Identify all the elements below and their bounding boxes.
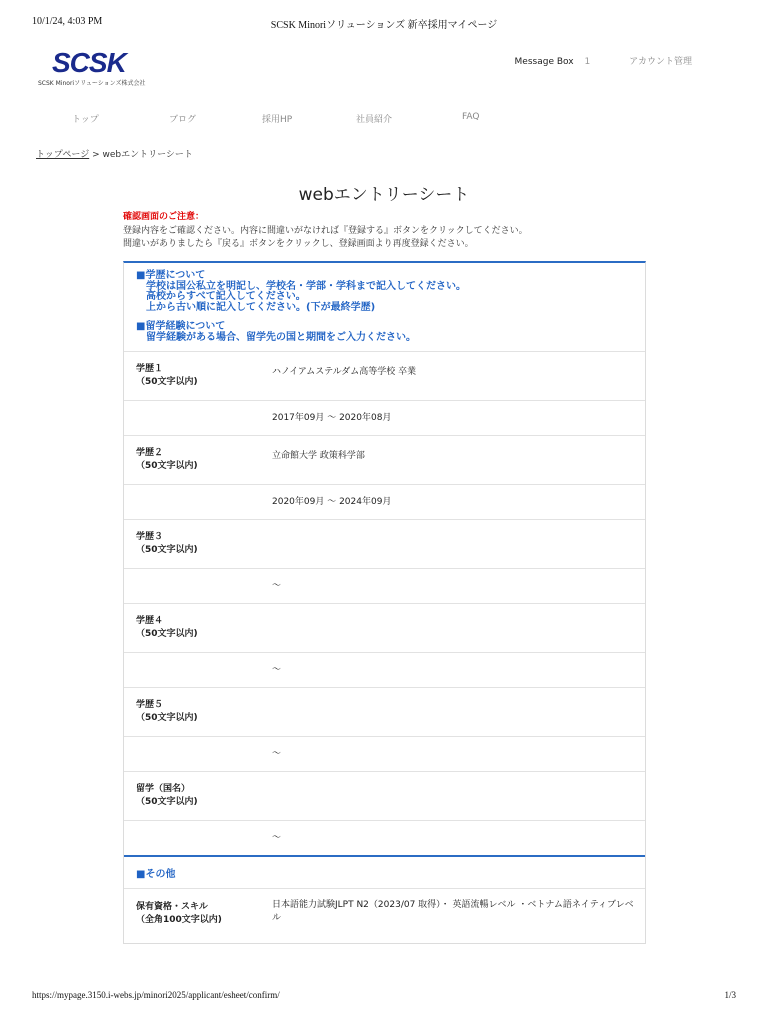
entry-sheet-form	[123, 261, 646, 944]
print-header	[32, 16, 736, 32]
skills-value: 日本語能力試験JLPT N2（2023/07 取得）・ 英語流暢レベル ・ベトナム語ネイティブレベル	[272, 900, 634, 923]
education-period-row-3	[124, 569, 645, 604]
account-management-link[interactable]: アカウント管理	[629, 57, 692, 67]
nav-item-top[interactable]: トップ	[72, 115, 99, 125]
print-url: https://mypage.3150.i-webs.jp/minori2025/applicant/esheet/confirm/	[32, 990, 280, 1000]
education-rule-2: 高校からすべて記入してください。	[136, 291, 306, 302]
education-period-4: ～	[272, 665, 282, 675]
study-abroad-period: ～	[272, 833, 282, 843]
education-row-3	[124, 520, 645, 569]
skills-label: 保有資格・スキル （全角100文字以内)	[136, 902, 222, 925]
study-abroad-row	[124, 772, 645, 821]
education-row-2	[124, 436, 645, 485]
print-datetime: 10/1/24, 4:03 PM	[32, 16, 103, 27]
education-rule-3: 上から古い順に記入してください。(下が最終学歴)	[136, 301, 376, 313]
print-page-title: SCSK Minoriソリューションズ 新卒採用マイページ	[270, 20, 498, 31]
message-count-badge: 1	[584, 57, 591, 67]
confirmation-notice	[123, 211, 683, 252]
education-period-1: 2017年09月 ～ 2020年08月	[272, 413, 392, 423]
breadcrumb-current: webエントリーシート	[102, 150, 193, 160]
education-period-5: ～	[272, 749, 282, 759]
logo-mark: SCSK	[52, 47, 126, 78]
education-row-5	[124, 688, 645, 737]
education-period-row-1	[124, 401, 645, 436]
education-label-4: 学歴４ （50文字以内)	[136, 616, 198, 639]
print-page-number: 1/3	[724, 990, 736, 1000]
breadcrumb-separator: >	[92, 150, 100, 160]
print-footer	[32, 990, 736, 1004]
nav-item-blog[interactable]: ブログ	[169, 115, 197, 125]
education-period-3: ～	[272, 581, 282, 591]
message-box-link[interactable]: Message Box	[514, 57, 574, 67]
education-row-1	[124, 352, 645, 401]
study-abroad-label: 留学（国名） （50文字以内)	[136, 784, 198, 807]
education-row-4	[124, 604, 645, 653]
study-abroad-period-row	[124, 821, 645, 855]
other-section-header: ■その他	[124, 855, 645, 889]
education-period-row-2	[124, 485, 645, 520]
study-abroad-heading: ■留学経験について	[136, 321, 226, 332]
education-school-1: ハノイアムステルダム高等学校 卒業	[272, 367, 417, 377]
page-title: webエントリーシート	[298, 185, 470, 205]
company-logo[interactable]	[38, 47, 158, 87]
education-heading: ■学歴について	[136, 270, 206, 281]
breadcrumb-home-link[interactable]: トップページ	[36, 150, 90, 160]
education-label-2: 学歴２ （50文字以内)	[136, 448, 198, 471]
education-period-row-5	[124, 737, 645, 772]
logo-company-name: SCSK Minoriソリューションズ株式会社	[38, 80, 146, 87]
education-school-2: 立命館大学 政策科学部	[272, 451, 365, 461]
education-period-row-4	[124, 653, 645, 688]
nav-item-faq[interactable]: FAQ	[462, 112, 480, 122]
nav-item-recruit-hp[interactable]: 採用HP	[262, 115, 293, 125]
skills-row	[124, 889, 645, 943]
education-rule-1: 学校は国公私立を明記し、学校名・学部・学科まで記入してください。	[136, 280, 466, 292]
education-period-2: 2020年09月 ～ 2024年09月	[272, 497, 392, 507]
breadcrumb	[36, 147, 193, 160]
nav-item-employees[interactable]: 社員紹介	[356, 115, 393, 125]
global-nav	[0, 112, 540, 126]
notice-line-2: 間違いがありましたら『戻る』ボタンをクリックし、登録画面より再度登録ください。	[123, 239, 474, 249]
education-label-3: 学歴３ （50文字以内)	[136, 532, 198, 555]
education-label-1: 学歴１ （50文字以内)	[136, 364, 198, 387]
education-section-header	[124, 263, 645, 352]
notice-title: 確認画面のご注意：	[123, 212, 205, 222]
header-links	[515, 54, 692, 67]
notice-line-1: 登録内容をご確認ください。内容に間違いがなければ『登録する』ボタンをクリックしてください。	[123, 225, 528, 236]
study-abroad-rule: 留学経験がある場合、留学先の国と期間をご入力ください。	[136, 331, 416, 343]
education-label-5: 学歴５ （50文字以内)	[136, 700, 198, 723]
